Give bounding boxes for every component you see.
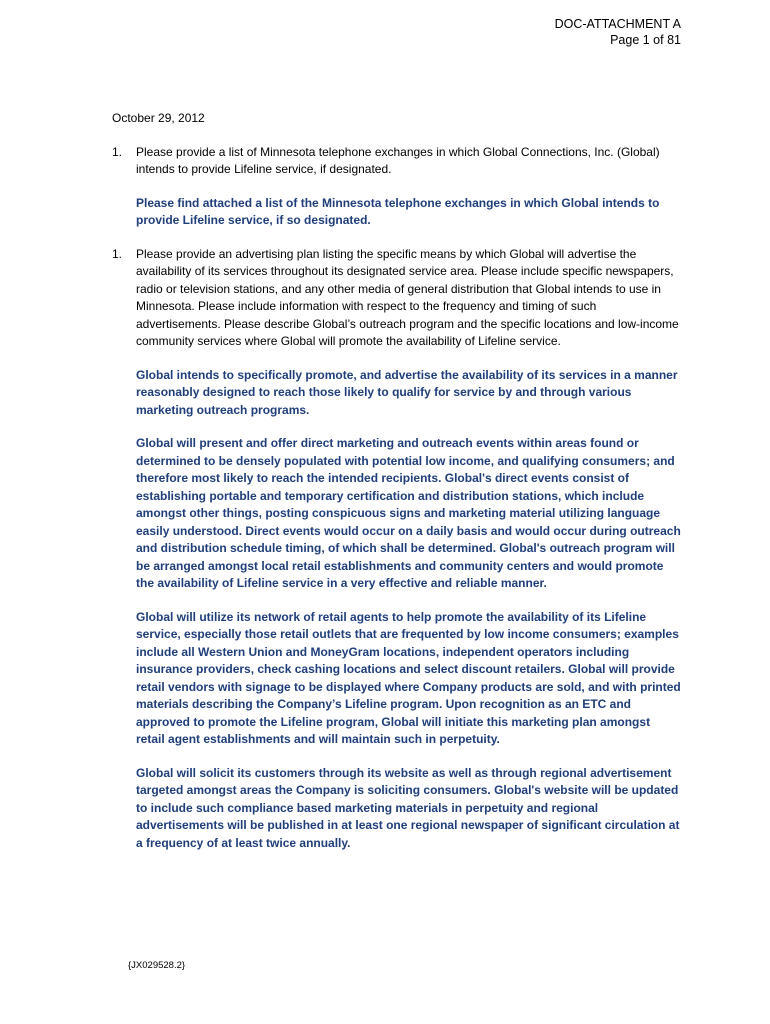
letter-date: October 29, 2012 xyxy=(112,111,205,125)
answer-2-paragraph: Global will utilize its network of retail agents to help promote the availability of its Lifeline service, especially those retail outlets that are frequented by low income consumers; examples include all Western Union and MoneyGram locations, independent operators including insurance providers, check cashing locations and select discount retailers. Global will provide retail vendors with signage to be displayed where Company products are sold, and with printed materials describing the Company’s Lifeline program. Upon recognition as an ETC and approved to promote the Lifeline program, Global will initiate this marketing plan amongst retail agent establishments and will maintain such in perpetuity. xyxy=(136,609,681,746)
answer-2-paragraph: Global intends to specifically promote, and advertise the availability of its services in a manner reasonably designed to reach those likely to qualify for service by and through various marketing outreach programs. xyxy=(136,367,678,417)
page-number: Page 1 of 81 xyxy=(610,33,681,47)
document-id-footer: {JX029528.2} xyxy=(128,960,186,971)
answer-2-paragraph: Global will present and offer direct marketing and outreach events within areas found or determined to be densely populated with potential low income, and qualifying consumers; and therefore most likely to reach the intended recipients. Global's direct events consist of establishing portable and temporary certification and distribution stations, which include amongst other things, posting conspicuous signs and marketing material utilizing language easily understood. Direct events would occur on a daily basis and would occur during outreach and distribution schedule timing, of which shall be determined. Global's outreach program will be arranged amongst local retail establishments and community centers and would promote the availability of Lifeline service in a very effective and reliable manner. xyxy=(136,436,681,590)
document-header xyxy=(555,16,681,48)
answer-2-paragraph: Global will solicit its customers through its website as well as through regional advertisement targeted amongst areas the Company is soliciting consumers. Global's website will be updated to include such compliance based marketing materials in perpetuity and regional advertisements will be published in at least one regional newspaper of significant circulation at a frequency of at least twice annually. xyxy=(136,765,680,850)
question-2-number: 1. xyxy=(112,246,123,261)
question-1-number: 1. xyxy=(112,144,123,159)
question-2 xyxy=(112,246,682,351)
question-1 xyxy=(112,144,682,179)
answer-1: Please find attached a list of the Minnesota telephone exchanges in which Global intends to provide Lifeline service, if so designated. xyxy=(136,195,660,227)
question-1-text: Please provide a list of Minnesota telephone exchanges in which Global Connections, Inc. (Global) intends to provide Lifeline service, if designated. xyxy=(136,144,660,176)
question-2-text: Please provide an advertising plan listing the specific means by which Global will advertise the availability of its services throughout its designated service area. Please include specific newspapers, radio or television stations, and any other media of general distribution that Global intends to use in Minnesota. Please include information with respect to the frequency and timing of such advertisements. Please describe Global’s outreach program and the specific locations and low-income community services where Global will promote the availability of Lifeline service. xyxy=(136,246,679,348)
document-body xyxy=(112,110,682,868)
attachment-label: DOC-ATTACHMENT A xyxy=(554,17,681,31)
